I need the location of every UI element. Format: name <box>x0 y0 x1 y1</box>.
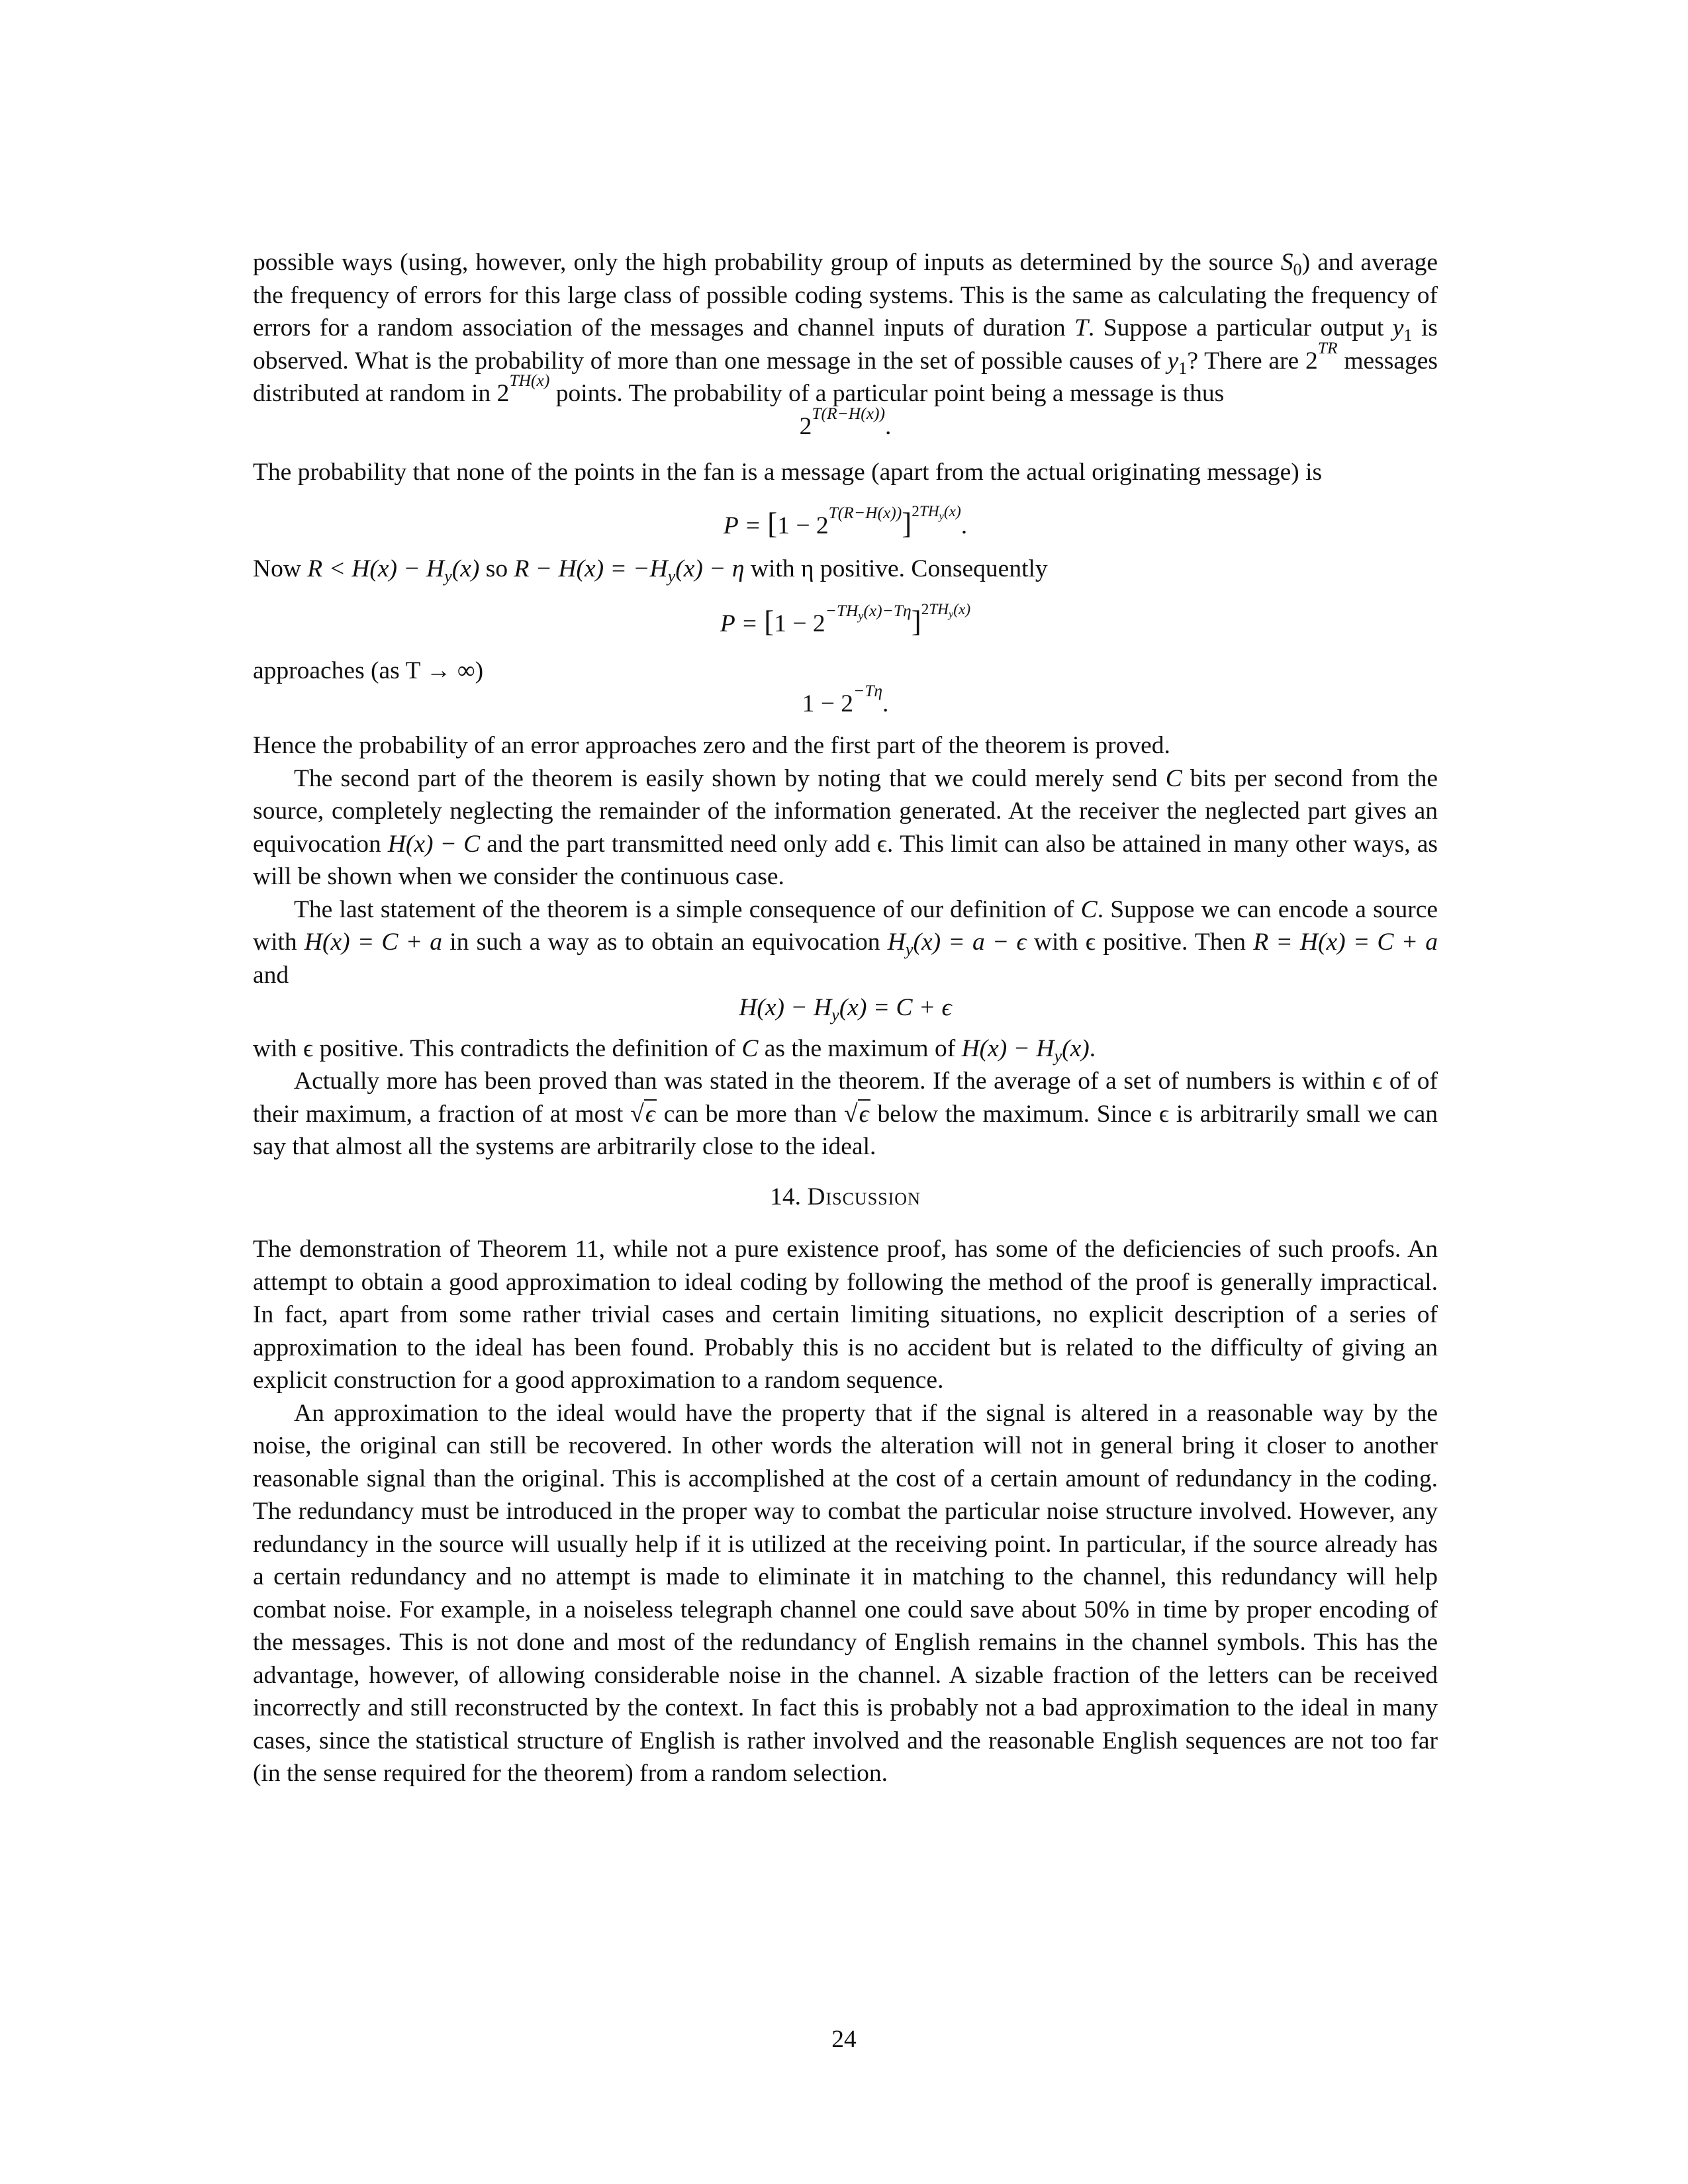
paragraph-8: with ϵ positive. This contradicts the definition of C as the maximum of $H(x) - H_y(x)$. <box>253 1034 1096 1066</box>
paragraph-7: The last statement of the theorem is a simple consequence of our definition of C. Suppose we can encode a source with H(x) = C + a in such a way as to obtain an equivocation $H_y(x) = a - \epsilon$ with ϵ positive. Then R = H(x) = C + a and <box>253 895 1438 989</box>
equation-5: $H(x) - H_y(x) = C + \epsilon$ <box>739 994 952 1024</box>
paper-page <box>253 246 1438 1790</box>
page-number: 24 <box>831 2026 857 2053</box>
paragraph-10: The demonstration of Theorem 11, while not a pure existence proof, has some of the deficiencies of such proofs. An attempt to obtain a good approximation to ideal coding by following the method of the proof is generally impractical. In fact, apart from some rather trivial cases and certain limiting situations, no explicit description of a series of approximation to the ideal has been found. Probably this is no accident but is related to the difficulty of giving an explicit construction for a good approximation to a random sequence. <box>253 1236 1438 1394</box>
paragraph-9: Actually more has been proved than was stated in the theorem. If the average of a set of numbers is within ϵ of of their maximum, a fraction of at most √ϵ can be more than √ϵ below the maximum. Since ϵ is arbitrarily small we can say that almost all the systems are arbitrarily close to the ideal. <box>253 1068 1438 1160</box>
paragraph-4: approaches (as T → ∞) <box>253 657 484 684</box>
section-heading: 14. Discussion <box>770 1183 921 1210</box>
paragraph-1: possible ways (using, however, only the high probability group of inputs as determined by the source $S_0$) and average the frequency of errors for this large class of possible coding systems. This is the same as calculating the frequency of errors for a random association of the messages and channel inputs of duration T. Suppose a particular output $y_1$ is observed. What is the probability of more than one message in the set of possible causes of $y_1$? There are $2^{TR}$ messages distributed at random in $2^{TH(x)}$ points. The probability of a particular point being a message is thus <box>253 249 1438 407</box>
equation-3: $P = [1 - 2^{-TH_y(x)-T\eta}]^{2TH_y(x)}$ <box>720 600 971 638</box>
equation-1: $2^{T(R-H(x))}$. <box>799 403 892 440</box>
equation-4: $1 - 2^{-T\eta}$. <box>802 680 889 717</box>
paragraph-11: An approximation to the ideal would have the property that if the signal is altered in a reasonable way by the noise, the original can still be recovered. In other words the alteration will not in general bring it closer to another reasonable signal than the original. This is accomplished at the cost of a certain amount of redundancy in the coding. The redundancy must be introduced in the proper way to combat the particular noise structure involved. However, any redundancy in the source will usually help if it is utilized at the receiving point. In particular, if the source already has a certain redundancy and no attempt is made to eliminate it in matching to the channel, this redundancy will help combat noise. For example, in a noiseless telegraph channel one could save about 50% in time by proper encoding of the messages. This is not done and most of the redundancy of English remains in the channel symbols. This has the advantage, however, of allowing considerable noise in the channel. A sizable fraction of the letters can be received incorrectly and still reconstructed by the context. In fact this is probably not a bad approximation to the ideal in many cases, since the statistical structure of English is rather involved and the reasonable English sequences are not too far (in the sense required for the theorem) from a random selection. <box>253 1399 1438 1787</box>
paragraph-5: Hence the probability of an error approaches zero and the first part of the theorem is proved. <box>253 732 1170 759</box>
sqrt-epsilon: √ϵ <box>630 1100 655 1128</box>
paragraph-6: The second part of the theorem is easily shown by noting that we could merely send C bits per second from the source, completely neglecting the remainder of the information generated. At the receiver the neglected part gives an equivocation H(x) − C and the part transmitted need only add ϵ. This limit can also be attained in many other ways, as will be shown when we consider the continuous case. <box>253 764 1438 890</box>
equation-2: $P = [1 - 2^{T(R-H(x))}]^{2TH_y(x)}$. <box>723 502 968 540</box>
paragraph-3: Now $R < H(x) - H_y(x)$ so $R - H(x) = -H_y(x) - \eta$ with η positive. Consequently <box>253 555 1048 586</box>
sqrt-epsilon: √ϵ <box>843 1100 869 1128</box>
paragraph-2: The probability that none of the points in the fan is a message (apart from the actual originating message) is <box>253 459 1323 486</box>
